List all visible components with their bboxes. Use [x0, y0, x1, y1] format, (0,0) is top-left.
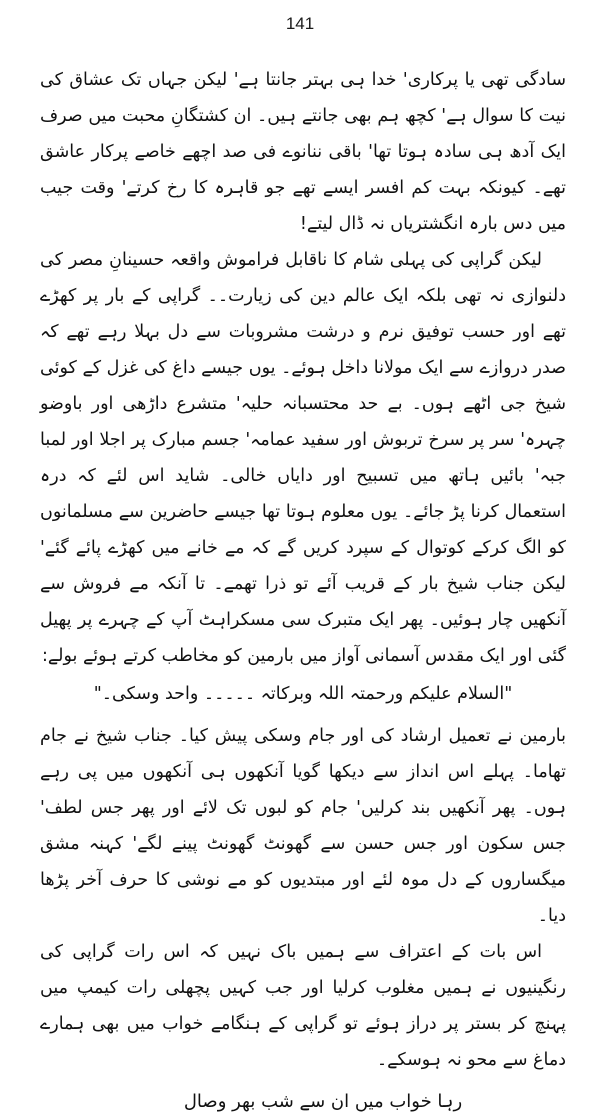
- page-number: 141: [285, 14, 315, 33]
- paragraph-1: سادگی تھی یا پرکاری' خدا ہی بہتر جانتا ہے' لیکن جہاں تک عشاق کی نیت کا سوال ہے' کچھ ہم بھی جانتے ہیں۔ ان کشتگانِ محبت میں صرف ایک آدھ ہی سادہ ہوتا تھا' باقی ننانوے فی صد اچھے خاصے پرکار عاشق تھے۔ کیونکہ بہت کم افسر ایسے تھے جو قاہرہ کا رخ کرتے' وقت جیب میں دس بارہ انگشتریاں نہ ڈال لیتے!: [40, 70, 566, 234]
- page-body: [40, 62, 566, 1120]
- paragraph-4: اس بات کے اعتراف سے ہمیں باک نہیں کہ اس رات گراپی کی رنگینیوں نے ہمیں مغلوب کرلیا اور جب کہیں پچھلی رات کیمپ میں پہنچ کر بستر پر دراز ہوئے تو گراپی کے ہنگامے خواب میں بھی ہمارے دماغ سے محو نہ ہوسکے۔: [40, 942, 566, 1070]
- paragraph-2: لیکن گراپی کی پہلی شام کا ناقابل فراموش واقعہ حسینانِ مصر کی دلنوازی نہ تھی بلکہ ایک عالم دین کی زیارت۔۔ گراپی کے بار پر کھڑے تھے اور حسب توفیق نرم و درشت مشروبات سے دل بہلا رہے تھے کہ صدر دروازے سے ایک مولانا داخل ہوئے۔ یوں جیسے داغ کی غزل کے کوئی شیخ جی اٹھے ہوں۔ بے حد محتسبانہ حلیہ' متشرع داڑھی اور باوضو چہرہ' سر پر سرخ تربوش اور سفید عمامہ' جسم مبارک پر اجلا اور لمبا جبہ' بائیں ہاتھ میں تسبیح اور دایاں خالی۔ شاید اس لئے کہ درہ استعمال کرنا پڑ جائے۔ یوں معلوم ہوتا تھا جیسے حاضرین سے مسلمانوں کو الگ کرکے کوتوال کے سپرد کریں گے کہ مے خانے میں کھڑے پائے گئے' لیکن جناب شیخ بار کے قریب آئے تو ذرا تھمے۔ تا آنکہ مے فروش سے آنکھیں چار ہوئیں۔ پھر ایک متبرک سی مسکراہٹ آپ کے چہرے پر پھیل گئی اور ایک مقدس آسمانی آواز میں بارمین کو مخاطب کرتے ہوئے بولے:: [40, 250, 566, 666]
- paragraph-3: بارمین نے تعمیل ارشاد کی اور جام وسکی پیش کیا۔ جناب شیخ نے جام تھاما۔ پہلے اس انداز سے دیکھا گویا آنکھوں ہی آنکھوں میں پی رہے ہوں۔ پھر آنکھیں بند کرلیں' جام کو لبوں تک لائے اور پھر جس لطف' جس سکون اور جس حسن سے گھونٹ گھونٹ پینے لگے' کہنہ مشق میگساروں کے دل موہ لئے اور مبتدیوں کو مے نوشی کا حرف آخر پڑھا دیا۔: [40, 726, 566, 926]
- verse-couplet: رہا خواب میں ان سے شب بھر وصال: [183, 1091, 463, 1112]
- quoted-greeting: "السلام علیکم ورحمتہ اللہ وبرکاتہ ۔۔۔۔۔ واحد وسکی۔": [93, 684, 513, 704]
